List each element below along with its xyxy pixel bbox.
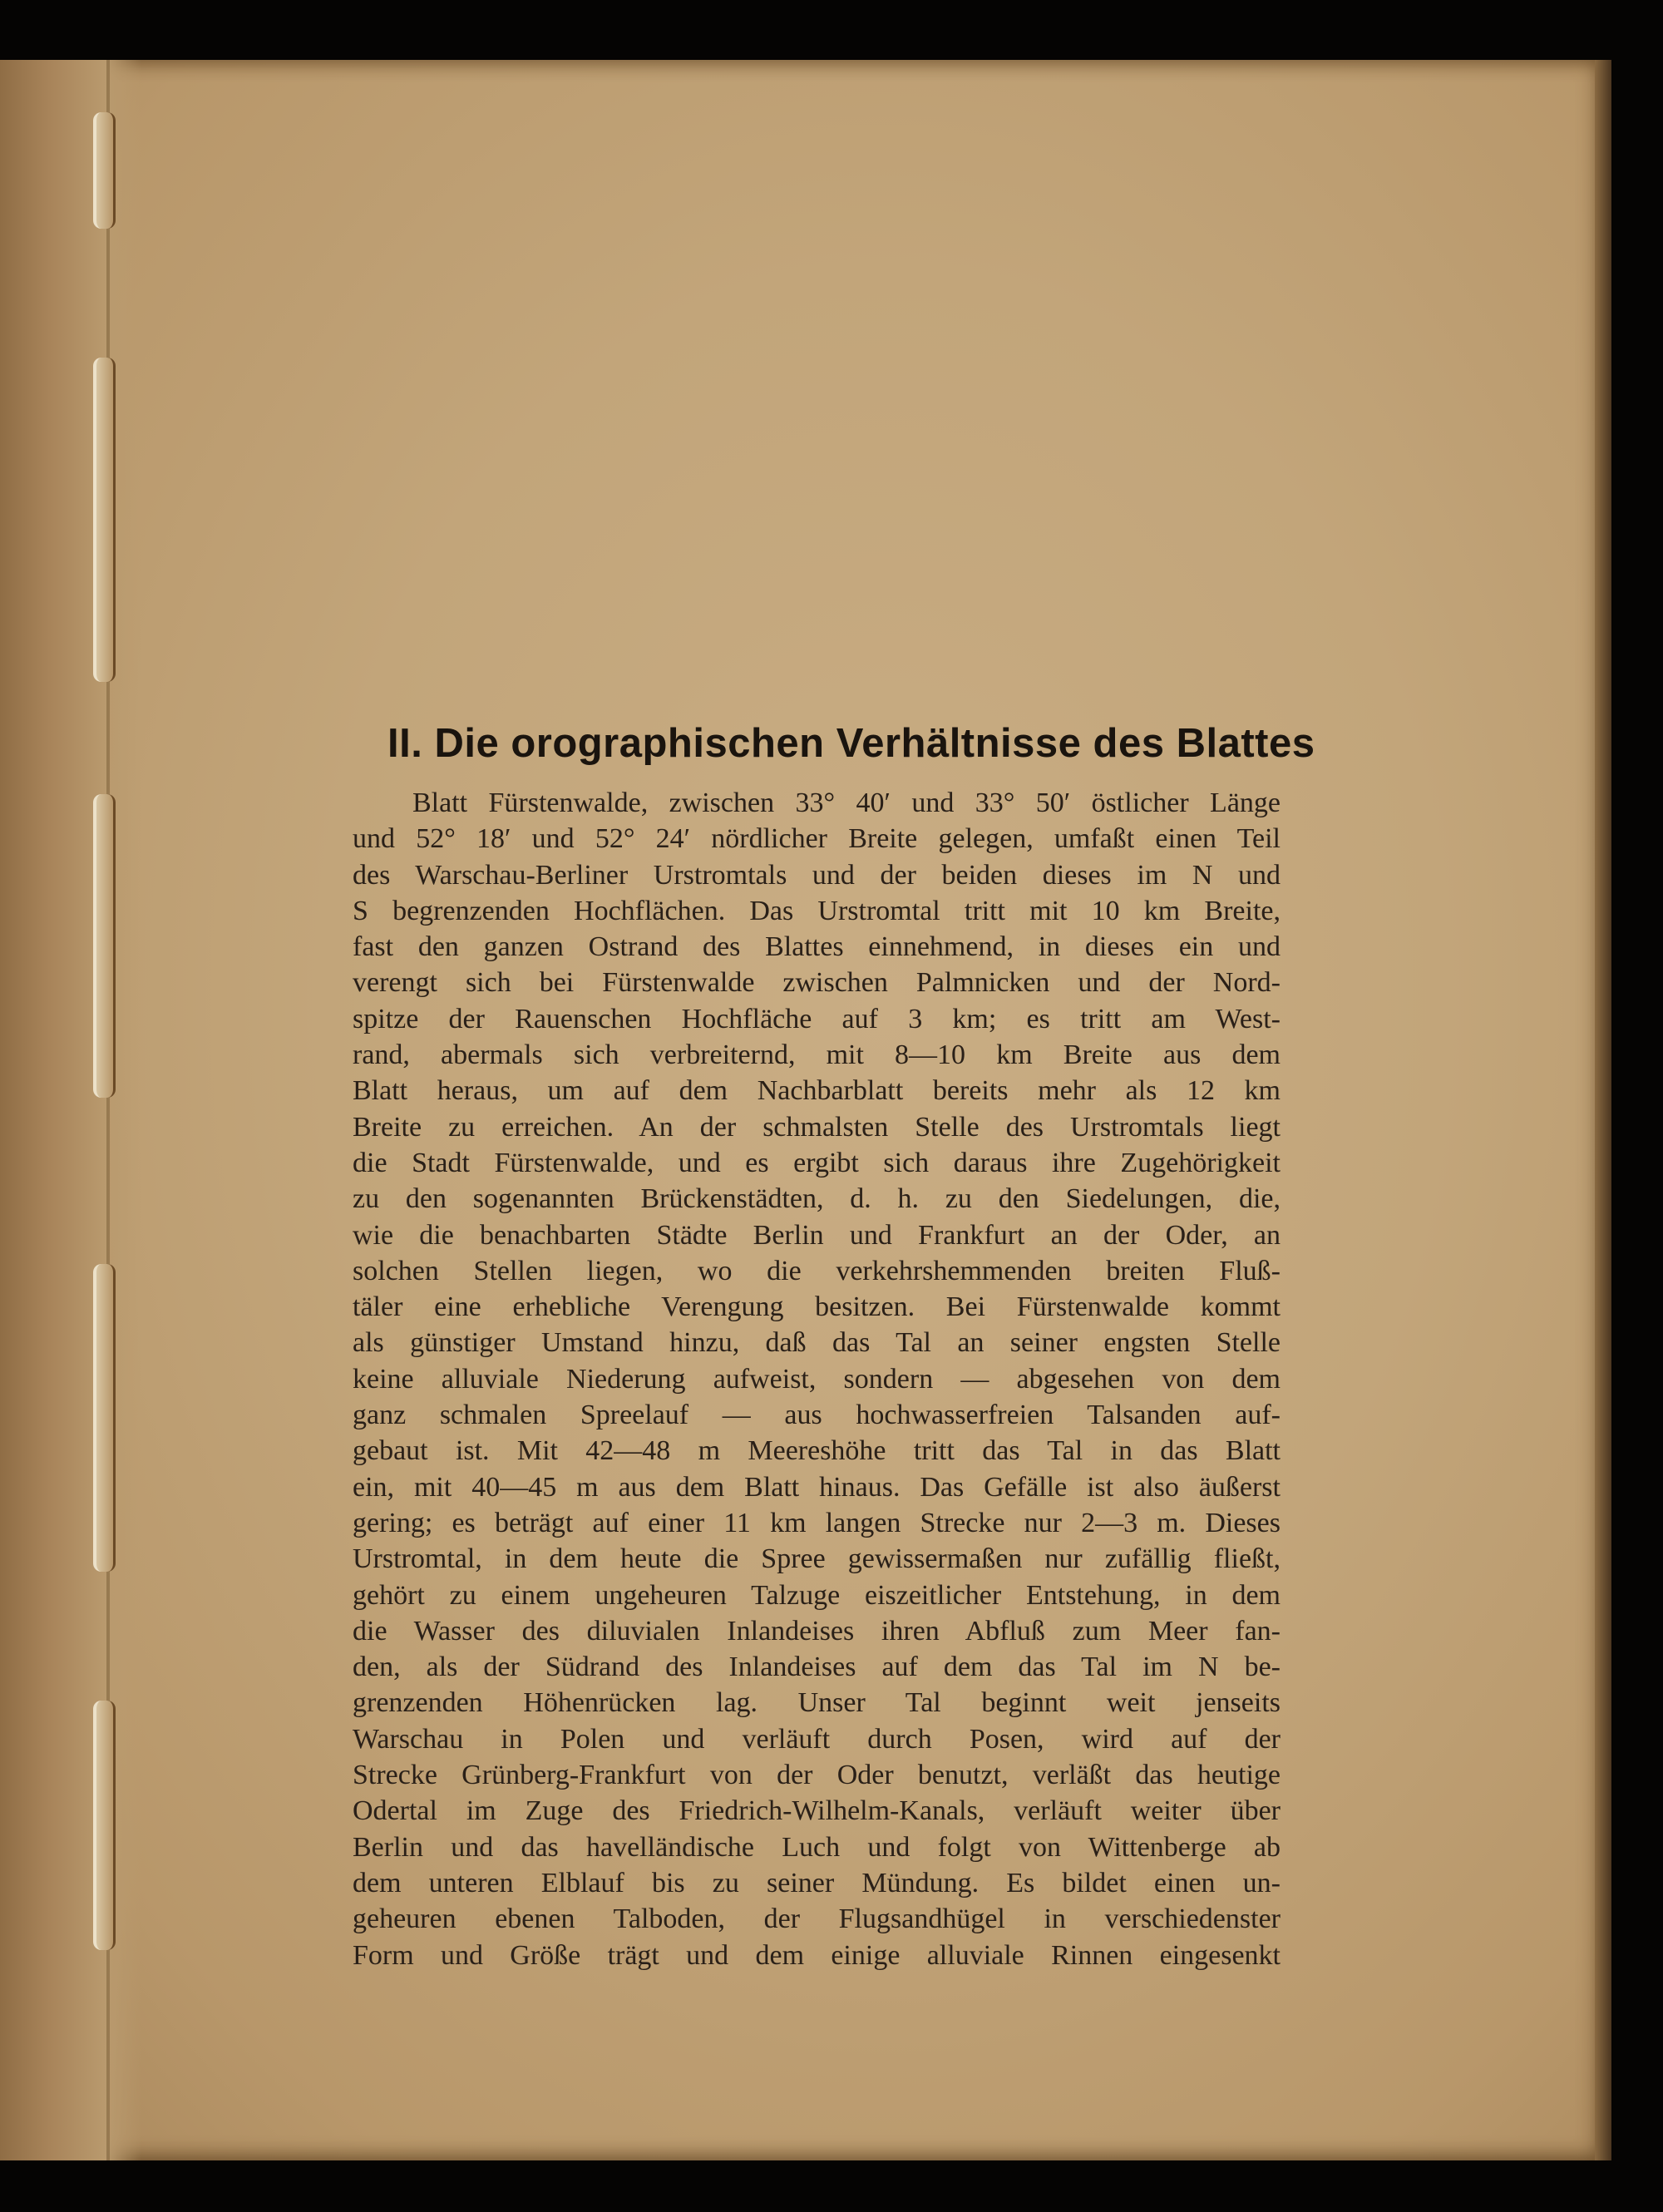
binding-stitch-1 — [93, 112, 116, 229]
text-line: Urstromtal, in dem heute die Spree gewissermaßen nur zufällig fließt, — [353, 1543, 1281, 1575]
text-line: des Warschau-Berliner Urstromtals und der beiden dieses im N und — [353, 859, 1281, 891]
text-line: dem unteren Elblauf bis zu seiner Mündung. Es bildet einen un- — [353, 1867, 1281, 1898]
text-line: ganz schmalen Spreelauf — aus hochwasserfreien Talsanden auf- — [353, 1400, 1281, 1431]
text-line: die Stadt Fürstenwalde, und es ergibt sich daraus ihre Zugehörigkeit — [353, 1147, 1281, 1178]
text-line: keine alluviale Niederung aufweist, sondern — abgesehen von dem — [353, 1363, 1281, 1395]
text-line: Form und Größe trägt und dem einige alluviale Rinnen eingesenkt — [353, 1939, 1281, 1971]
section-heading: II. Die orographischen Verhältnisse des Blattes — [387, 721, 1315, 766]
text-line: geheuren ebenen Talboden, der Flugsandhügel in verschiedenster — [353, 1903, 1281, 1935]
text-line: fast den ganzen Ostrand des Blattes einnehmend, in dieses ein und — [353, 931, 1281, 963]
text-line: zu den sogenannten Brückenstädten, d. h. zu den Siedelungen, die, — [353, 1183, 1281, 1215]
text-line: Blatt heraus, um auf dem Nachbarblatt bereits mehr als 12 km — [353, 1075, 1281, 1107]
binding-stitch-4 — [93, 1264, 116, 1572]
text-line: Warschau in Polen und verläuft durch Posen, wird auf der — [353, 1723, 1281, 1755]
text-line: die Wasser des diluvialen Inlandeises ihren Abfluß zum Meer fan- — [353, 1615, 1281, 1647]
text-line: gehört zu einem ungeheuren Talzuge eiszeitlicher Entstehung, in dem — [353, 1579, 1281, 1611]
text-line: verengt sich bei Fürstenwalde zwischen Palmnicken und der Nord- — [353, 967, 1281, 999]
text-line: als günstiger Umstand hinzu, daß das Tal an seiner engsten Stelle — [353, 1327, 1281, 1359]
text-line: Breite zu erreichen. An der schmalsten Stelle des Urstromtals liegt — [353, 1111, 1281, 1143]
text-line: den, als der Südrand des Inlandeises auf dem das Tal im N be- — [353, 1652, 1281, 1683]
text-line: wie die benachbarten Städte Berlin und Frankfurt an der Oder, an — [353, 1219, 1281, 1251]
text-line: Blatt Fürstenwalde, zwischen 33° 40′ und 33° 50′ östlicher Länge — [412, 788, 1281, 818]
text-line: rand, abermals sich verbreiternd, mit 8—10 km Breite aus dem — [353, 1039, 1281, 1071]
text-line: S begrenzenden Hochflächen. Das Urstromtal tritt mit 10 km Breite, — [353, 895, 1281, 926]
binding-stitch-3 — [93, 794, 116, 1098]
text-line: Strecke Grünberg-Frankfurt von der Oder benutzt, verläßt das heutige — [353, 1760, 1281, 1791]
text-line: täler eine erhebliche Verengung besitzen. Bei Fürstenwalde kommt — [353, 1291, 1281, 1323]
binding-stitch-2 — [93, 358, 116, 682]
text-line: gebaut ist. Mit 42—48 m Meereshöhe tritt das Tal in das Blatt — [353, 1435, 1281, 1467]
text-line: gering; es beträgt auf einer 11 km langen Strecke nur 2—3 m. Dieses — [353, 1507, 1281, 1538]
text-line: grenzenden Höhenrücken lag. Unser Tal beginnt weit jenseits — [353, 1687, 1281, 1719]
page-gutter — [0, 60, 141, 2160]
text-line: Berlin und das havelländische Luch und folgt von Wittenberge ab — [353, 1831, 1281, 1863]
text-line: solchen Stellen liegen, wo die verkehrshemmenden breiten Fluß- — [353, 1255, 1281, 1286]
text-line: und 52° 18′ und 52° 24′ nördlicher Breite gelegen, umfaßt einen Teil — [353, 823, 1281, 855]
text-line: ein, mit 40—45 m aus dem Blatt hinaus. Das Gefälle ist also äußerst — [353, 1471, 1281, 1503]
text-line: Odertal im Zuge des Friedrich-Wilhelm-Kanals, verläuft weiter über — [353, 1795, 1281, 1827]
page-edge — [1595, 60, 1611, 2160]
text-line: spitze der Rauenschen Hochfläche auf 3 km; es tritt am West- — [353, 1003, 1281, 1034]
body-paragraph — [353, 785, 1281, 1973]
binding-stitch-5 — [93, 1701, 116, 1950]
